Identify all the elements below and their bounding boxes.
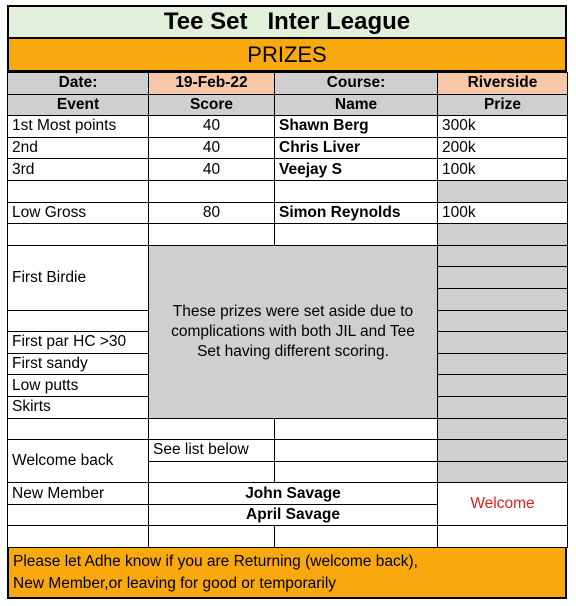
footer-line-1: Please let Adhe know if you are Returning (welcome back), [13,553,418,570]
blank-row [8,418,568,440]
column-header-row [8,94,568,116]
table-row [8,159,568,181]
blank-row [8,180,568,202]
date-label: Date: [8,73,149,95]
welcome-back-row [8,440,568,462]
new-member-label: New Member [8,483,149,505]
table-row [8,137,568,159]
course-value: Riverside [438,73,568,95]
footer-notice [7,548,567,599]
table-row [8,116,568,138]
score-cell: 40 [149,159,275,181]
event-cell: Low putts [8,375,149,397]
header-score: Score [149,94,275,116]
prize-cell: 100k [438,202,568,224]
event-cell: 3rd [8,159,149,181]
special-row [8,245,568,267]
event-cell: Low Gross [8,202,149,224]
name-cell: Shawn Berg [275,116,438,138]
see-list-note: See list below [149,440,275,462]
event-cell: First sandy [8,353,149,375]
new-member-row [8,483,568,505]
header-name: Name [275,94,438,116]
blank-row [8,224,568,246]
sheet-title: Tee Set Inter League [7,5,567,39]
welcome-back-label: Welcome back [8,440,149,483]
event-cell: 2nd [8,137,149,159]
event-cell: Skirts [8,396,149,418]
event-cell: First par HC >30 [8,332,149,354]
new-member-name: April Savage [149,504,438,526]
prize-cell: 100k [438,159,568,181]
prizes-heading: PRIZES [7,39,567,72]
welcome-note: Welcome [438,483,568,526]
new-member-name: John Savage [149,483,438,505]
header-event: Event [8,94,149,116]
name-cell: Simon Reynolds [275,202,438,224]
table-row [8,202,568,224]
course-label: Course: [275,73,438,95]
prize-cell: 300k [438,116,568,138]
prize-sheet [7,5,567,599]
event-cell-first-birdie: First Birdie [8,245,149,310]
name-cell: Chris Liver [275,137,438,159]
score-cell: 80 [149,202,275,224]
prize-cell: 200k [438,137,568,159]
special-prizes-note: These prizes were set aside due to complications with both JIL and Tee Set having different scoring. [149,245,438,418]
prize-table [7,72,568,548]
info-row [8,73,568,95]
date-value: 19-Feb-22 [149,73,275,95]
name-cell: Veejay S [275,159,438,181]
blank-row [8,526,568,548]
header-prize: Prize [438,94,568,116]
score-cell: 40 [149,116,275,138]
event-cell: 1st Most points [8,116,149,138]
footer-line-2: New Member,or leaving for good or temporarily [13,575,337,592]
score-cell: 40 [149,137,275,159]
